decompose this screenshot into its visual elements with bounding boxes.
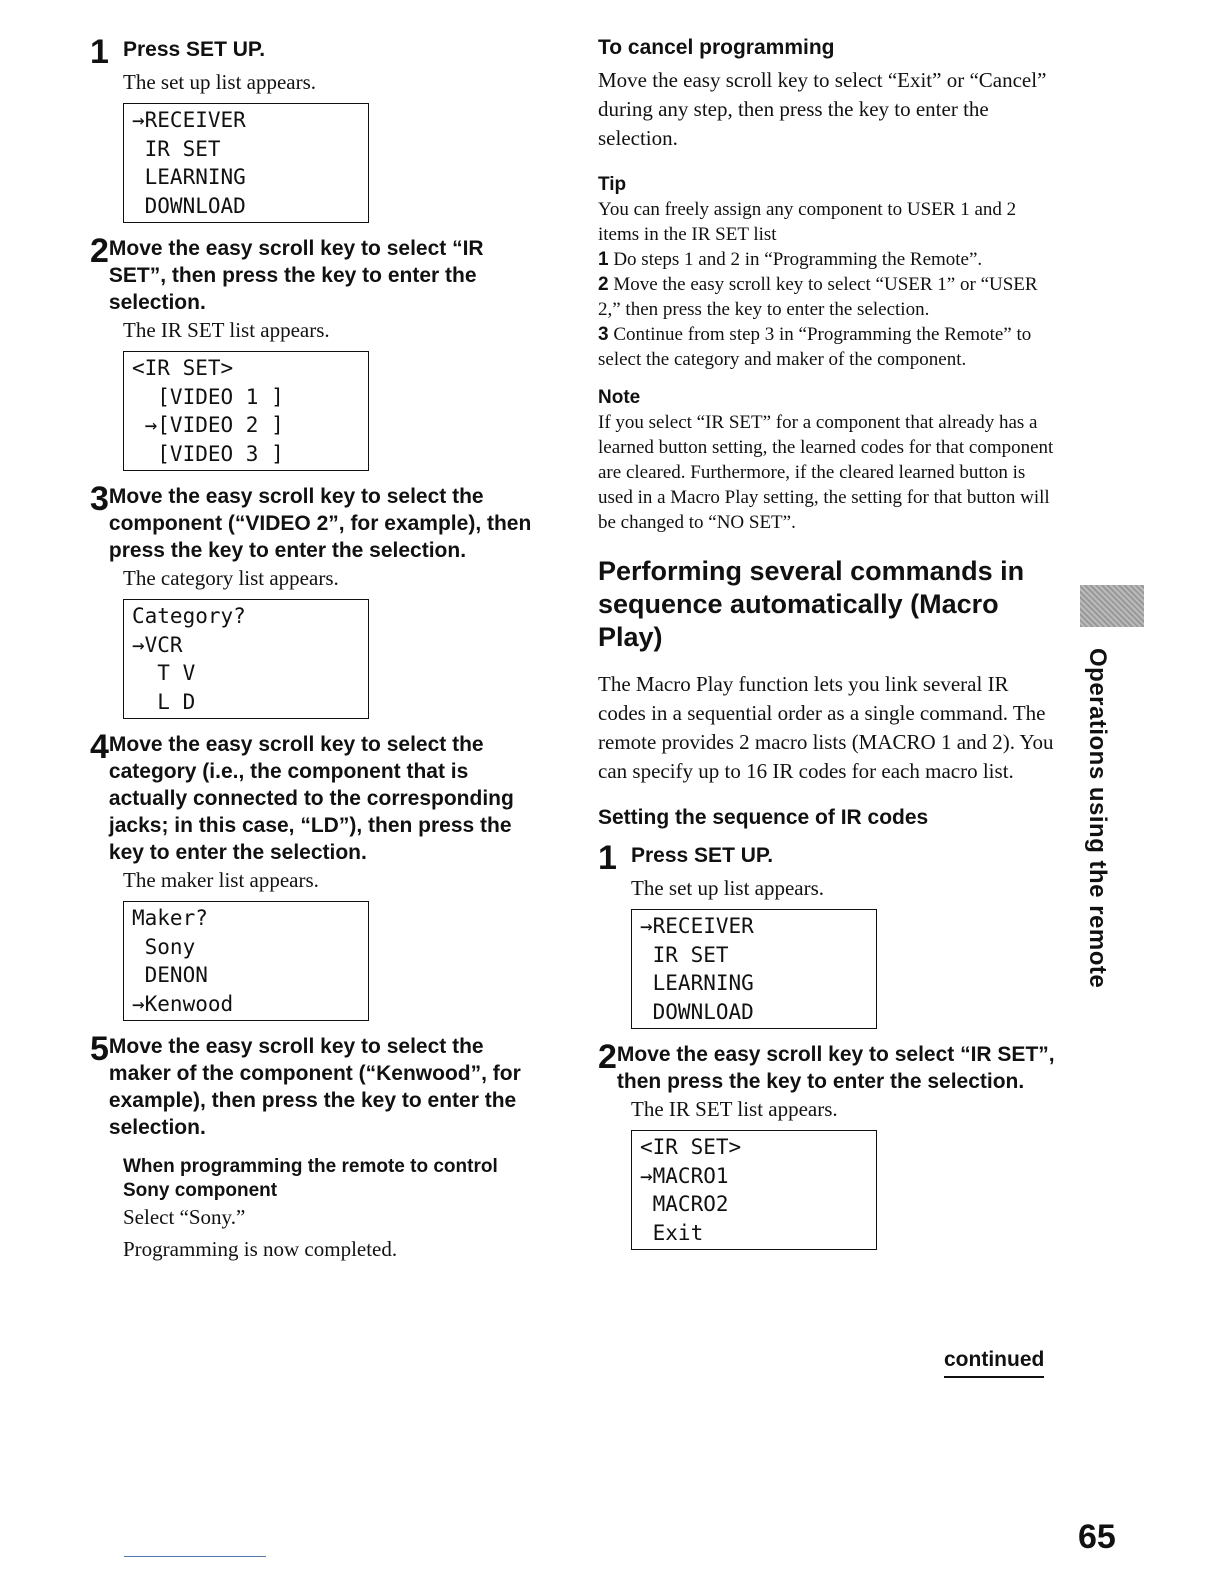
cancel-heading: To cancel programming bbox=[598, 36, 835, 59]
note-text: If you select “IR SET” for a component that already has a learned button setting, the learned codes for that component are cleared. Furthermore, if the cleared learned button is used in a Macro Play setting, the setting for that button will be changed to “NO SET”. bbox=[598, 412, 1054, 533]
lcd-line: →RECEIVER bbox=[132, 108, 246, 132]
step-description: The set up list appears. bbox=[631, 876, 825, 900]
lcd-line: DOWNLOAD bbox=[640, 999, 754, 1024]
tip-item bbox=[598, 322, 1058, 372]
step-description: The maker list appears. bbox=[123, 868, 319, 892]
lcd-display bbox=[123, 901, 369, 1021]
lcd-line: <IR SET> bbox=[640, 1135, 742, 1159]
sony-heading: When programming the remote to control Sony component bbox=[123, 1156, 498, 1201]
left-column bbox=[90, 30, 535, 1264]
lcd-line: <IR SET> bbox=[132, 356, 234, 380]
step-title: Press SET UP. bbox=[631, 844, 774, 867]
note-heading: Note bbox=[598, 387, 641, 408]
lcd-display bbox=[631, 909, 877, 1029]
lcd-line: Sony bbox=[132, 934, 196, 959]
step-number: 5 bbox=[90, 1030, 109, 1068]
section-tab-marker bbox=[1080, 585, 1144, 627]
tip-item-text: Continue from step 3 in “Programming the Remote” to select the category and maker of the component. bbox=[598, 324, 1032, 370]
step-1 bbox=[90, 33, 535, 71]
tip-item-number: 2 bbox=[598, 274, 609, 295]
cancel-text: Move the easy scroll key to select “Exit” or “Cancel” during any step, then press the key to enter the selection. bbox=[598, 68, 1047, 150]
step-title: Move the easy scroll key to select “IR SET”, then press the key to enter the selection. bbox=[108, 237, 484, 314]
macro-step-1 bbox=[598, 839, 1058, 877]
step-number: 2 bbox=[598, 1038, 617, 1076]
tip-intro: You can freely assign any component to USER 1 and 2 items in the IR SET list bbox=[598, 199, 1017, 245]
lcd-display bbox=[631, 1130, 877, 1250]
step-description: The IR SET list appears. bbox=[631, 1097, 838, 1121]
step-5 bbox=[90, 1030, 535, 1141]
step-description: The category list appears. bbox=[123, 566, 339, 590]
lcd-line: IR SET bbox=[132, 136, 221, 161]
step-4 bbox=[90, 728, 535, 866]
step-title: Press SET UP. bbox=[123, 38, 266, 61]
lcd-line: →MACRO1 bbox=[640, 1163, 729, 1188]
continued-label: continued bbox=[944, 1348, 1044, 1378]
lcd-line: LEARNING bbox=[640, 971, 754, 995]
macro-step-2 bbox=[598, 1038, 1058, 1095]
lcd-line: MACRO2 bbox=[640, 1192, 729, 1216]
lcd-line: →Kenwood bbox=[132, 991, 234, 1016]
step-title: Move the easy scroll key to select “IR SET”, then press the key to enter the selection. bbox=[616, 1043, 1055, 1093]
lcd-display bbox=[123, 351, 369, 471]
tip-heading: Tip bbox=[598, 174, 627, 195]
section-title: Performing several commands in sequence automatically (Macro Play) bbox=[598, 556, 1025, 652]
lcd-display bbox=[123, 103, 369, 223]
step-3 bbox=[90, 480, 535, 564]
step-title: Move the easy scroll key to select the maker of the component (“Kenwood”, for example), then press the key to enter the selection. bbox=[108, 1035, 521, 1139]
tip-item-text: Do steps 1 and 2 in “Programming the Remote”. bbox=[613, 249, 983, 270]
step-2 bbox=[90, 232, 535, 316]
subsection-title: Setting the sequence of IR codes bbox=[598, 806, 929, 829]
lcd-line: →RECEIVER bbox=[640, 914, 754, 938]
lcd-display bbox=[123, 599, 369, 719]
tip-item bbox=[598, 247, 1058, 272]
lcd-line: [VIDEO 3 ] bbox=[132, 441, 284, 466]
lcd-line: →[VIDEO 2 ] bbox=[132, 413, 284, 437]
completed-text: Programming is now completed. bbox=[123, 1237, 398, 1261]
right-column bbox=[598, 30, 1058, 1262]
step-number: 2 bbox=[90, 232, 109, 270]
tip-item-number: 1 bbox=[598, 249, 609, 270]
lcd-line: DENON bbox=[132, 963, 208, 987]
section-side-label: Operations using the remote bbox=[1084, 648, 1111, 989]
footer-rule bbox=[124, 1556, 266, 1557]
tip-item bbox=[598, 272, 1058, 322]
step-title: Move the easy scroll key to select the category (i.e., the component that is actually connected to the corresponding jacks; in this case, “LD”), then press the key to enter the selection. bbox=[108, 733, 514, 864]
lcd-line: T V bbox=[132, 661, 196, 685]
step-description: The set up list appears. bbox=[123, 70, 317, 94]
lcd-line: Exit bbox=[640, 1220, 704, 1245]
lcd-line: LEARNING bbox=[132, 165, 246, 189]
lcd-line: L D bbox=[132, 689, 196, 714]
tip-item-text: Move the easy scroll key to select “USER 1” or “USER 2,” then press the key to enter the selection. bbox=[598, 274, 1038, 320]
page-number: 65 bbox=[1078, 1518, 1116, 1556]
tip-item-number: 3 bbox=[598, 324, 609, 345]
lcd-line: IR SET bbox=[640, 942, 729, 967]
sony-select-text: Select “Sony.” bbox=[123, 1205, 246, 1229]
step-title: Move the easy scroll key to select the component (“VIDEO 2”, for example), then press the key to enter the selection. bbox=[108, 485, 532, 562]
lcd-line: →VCR bbox=[132, 632, 183, 657]
lcd-line: [VIDEO 1 ] bbox=[132, 384, 284, 409]
step-number: 1 bbox=[90, 33, 109, 71]
lcd-line: Maker? bbox=[132, 906, 208, 930]
section-text: The Macro Play function lets you link several IR codes in a sequential order as a single command. The remote provides 2 macro lists (MACRO 1 and 2). You can specify up to 16 IR codes for each macro list. bbox=[598, 672, 1054, 783]
step-number: 1 bbox=[598, 839, 617, 877]
lcd-line: DOWNLOAD bbox=[132, 193, 246, 218]
step-number: 3 bbox=[90, 480, 109, 518]
lcd-line: Category? bbox=[132, 604, 246, 628]
step-number: 4 bbox=[90, 728, 109, 766]
step-description: The IR SET list appears. bbox=[123, 318, 330, 342]
